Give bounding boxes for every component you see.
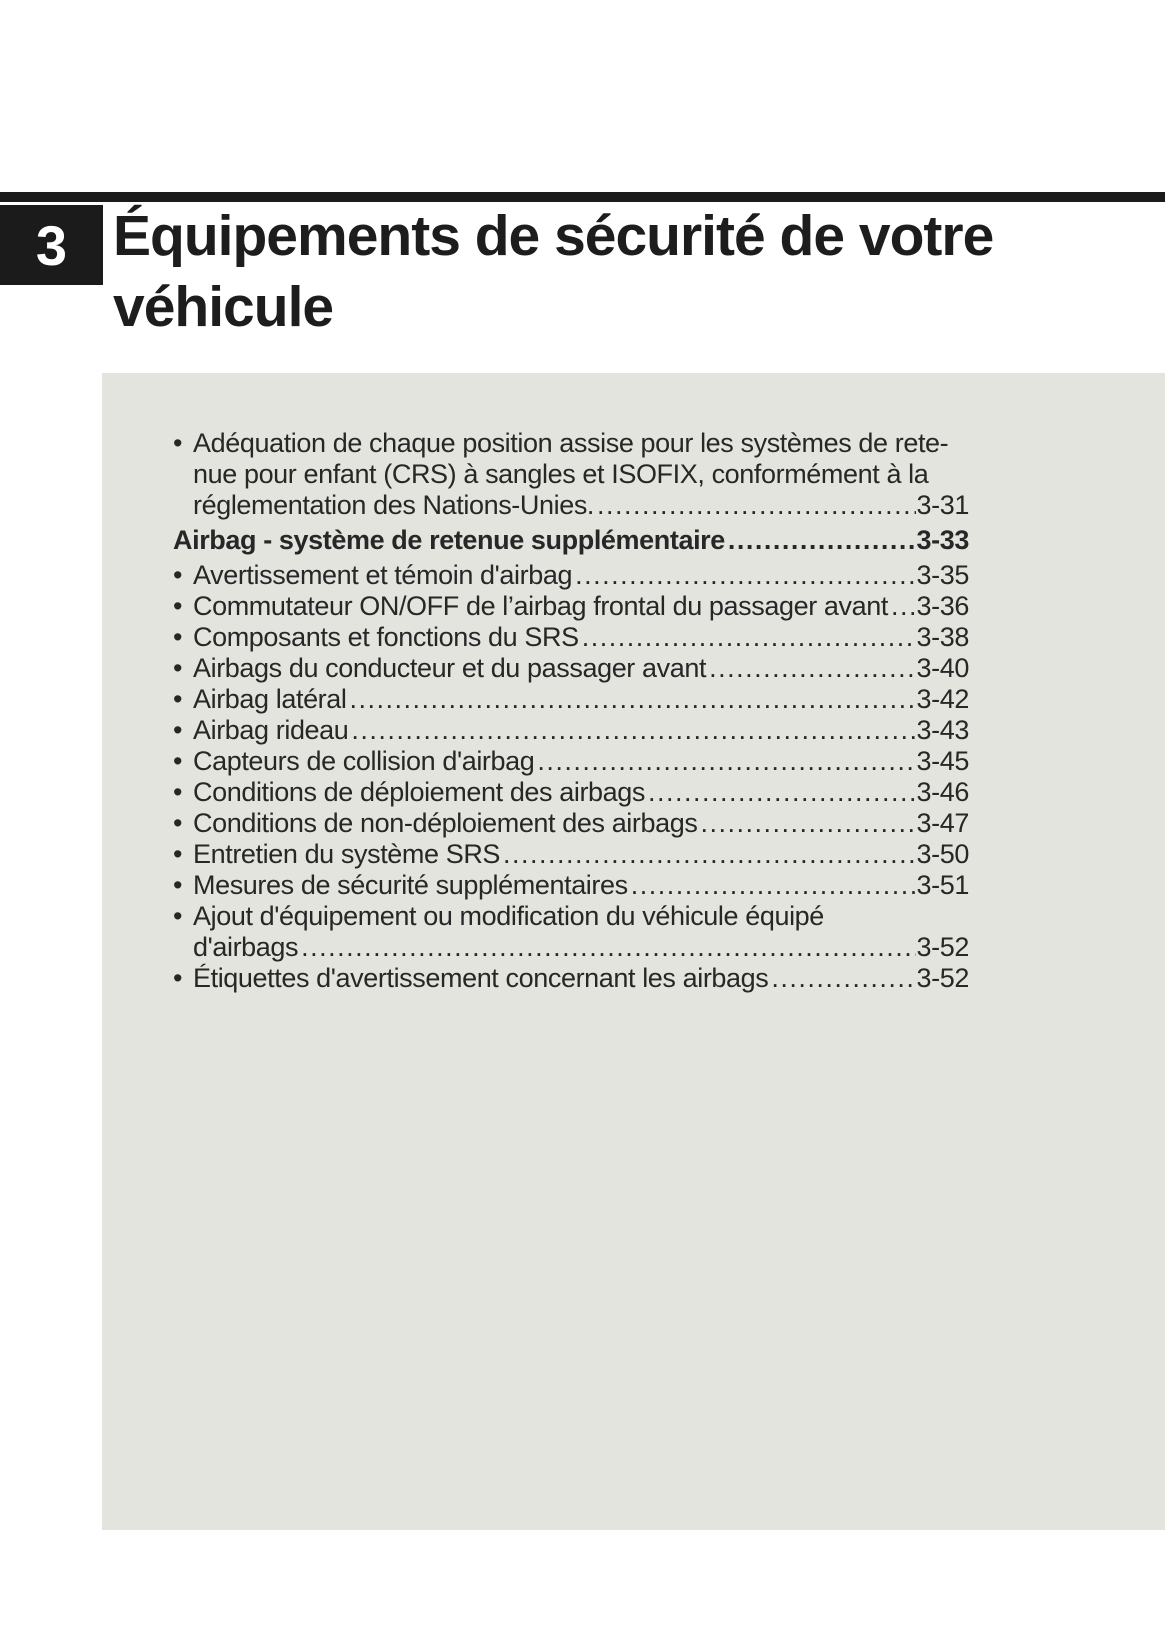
toc-entry-text: Airbag - système de retenue supplémentaire [173, 525, 725, 555]
dot-leader [350, 684, 916, 715]
toc-line [173, 525, 969, 556]
dot-leader [575, 560, 915, 591]
toc-page-number: 3-40 [916, 653, 969, 683]
dot-leader [301, 932, 915, 963]
toc-item [173, 808, 969, 839]
toc-entry-text: Commutateur ON/OFF de l’airbag frontal du passager avant [193, 591, 888, 621]
dot-leader [648, 777, 916, 808]
toc-entry-text: nue pour enfant (CRS) à sangles et ISOFIX, conformément à la [193, 459, 929, 489]
toc-item [173, 839, 969, 870]
bullet-marker: • [173, 622, 183, 652]
toc-line [173, 808, 969, 839]
page-title-line-2: véhicule [113, 275, 334, 339]
toc-entry-text: Conditions de déploiement des airbags [193, 777, 646, 807]
toc-entry-text: Airbag rideau [193, 715, 349, 745]
toc-entry-text: Adéquation de chaque position assise pour les systèmes de rete- [193, 428, 949, 458]
bullet-marker: • [173, 963, 183, 993]
toc-panel [102, 373, 1165, 1530]
toc-entry-text: Mesures de sécurité supplémentaires [193, 870, 628, 900]
bullet-marker: • [173, 901, 183, 931]
toc-line [173, 591, 969, 622]
dot-leader [700, 808, 915, 839]
toc-item [173, 560, 969, 591]
toc-entry-text: Capteurs de collision d'airbag [193, 746, 535, 776]
toc-entry-text: Conditions de non-déploiement des airbags [193, 808, 698, 838]
toc-item [173, 653, 969, 684]
dot-leader [709, 653, 915, 684]
bullet-marker: • [173, 715, 183, 745]
chapter-number: 3 [35, 213, 68, 277]
toc-page-number: 3-51 [916, 870, 969, 900]
toc-line [173, 653, 969, 684]
dot-leader [582, 622, 916, 653]
toc-page-number: 3-31 [916, 490, 969, 520]
toc-list [173, 428, 969, 994]
toc-item [173, 777, 969, 808]
toc-entry-text: Airbags du conducteur et du passager avant [193, 653, 707, 683]
bullet-marker: • [173, 746, 183, 776]
toc-item [173, 963, 969, 994]
toc-page-number: 3-52 [916, 963, 969, 993]
toc-page-number: 3-46 [916, 777, 969, 807]
toc-line [173, 746, 969, 777]
page-title-line-1: Équipements de sécurité de votre [113, 204, 994, 268]
toc-line [173, 932, 969, 963]
toc-line [173, 715, 969, 746]
dot-leader [597, 490, 916, 521]
toc-line [173, 963, 969, 994]
toc-entry-text: Avertissement et témoin d'airbag [193, 560, 573, 590]
toc-page-number: 3-36 [916, 591, 969, 621]
toc-line [173, 777, 969, 808]
toc-item [173, 870, 969, 901]
bullet-marker: • [173, 808, 183, 838]
toc-item [173, 901, 969, 963]
toc-page-number: 3-52 [916, 932, 969, 962]
toc-line [173, 490, 969, 521]
toc-line [173, 684, 969, 715]
bullet-marker: • [173, 428, 183, 458]
toc-line [173, 839, 969, 870]
dot-leader [891, 591, 916, 622]
dot-leader [728, 525, 916, 556]
dot-leader [631, 870, 916, 901]
toc-page-number: 3-38 [916, 622, 969, 652]
bullet-marker: • [173, 684, 183, 714]
toc-item [173, 428, 969, 521]
bullet-marker: • [173, 777, 183, 807]
toc-page-number: 3-33 [916, 525, 969, 555]
toc-line [173, 428, 969, 459]
toc-item [173, 684, 969, 715]
toc-entry-text: Composants et fonctions du SRS [193, 622, 579, 652]
toc-page-number: 3-42 [916, 684, 969, 714]
toc-page-number: 3-35 [916, 560, 969, 590]
toc-line [173, 459, 969, 490]
toc-item [173, 715, 969, 746]
toc-line [173, 560, 969, 591]
page-title [113, 201, 1113, 343]
bullet-marker: • [173, 591, 183, 621]
toc-entry-text: Entretien du système SRS [193, 839, 501, 869]
bullet-marker: • [173, 839, 183, 869]
bullet-marker: • [173, 560, 183, 590]
toc-entry-text: Ajout d'équipement ou modification du véhicule équipé [193, 901, 824, 931]
chapter-number-badge [0, 205, 103, 285]
bullet-marker: • [173, 870, 183, 900]
toc-item [173, 622, 969, 653]
dot-leader [351, 715, 915, 746]
toc-entry-text: réglementation des Nations-Unies. [193, 490, 595, 520]
toc-entry-text: d'airbags [193, 932, 299, 962]
dot-leader [771, 963, 915, 994]
toc-line [173, 901, 969, 932]
toc-entry-text: Airbag latéral [193, 684, 347, 714]
toc-entry-text: Étiquettes d'avertissement concernant les airbags [193, 963, 769, 993]
bullet-marker: • [173, 653, 183, 683]
toc-page-number: 3-43 [916, 715, 969, 745]
toc-page-number: 3-47 [916, 808, 969, 838]
toc-item [173, 746, 969, 777]
toc-item [173, 591, 969, 622]
dot-leader [537, 746, 915, 777]
toc-page-number: 3-45 [916, 746, 969, 776]
toc-page-number: 3-50 [916, 839, 969, 869]
dot-leader [503, 839, 916, 870]
toc-heading [173, 525, 969, 556]
toc-line [173, 622, 969, 653]
toc-line [173, 870, 969, 901]
